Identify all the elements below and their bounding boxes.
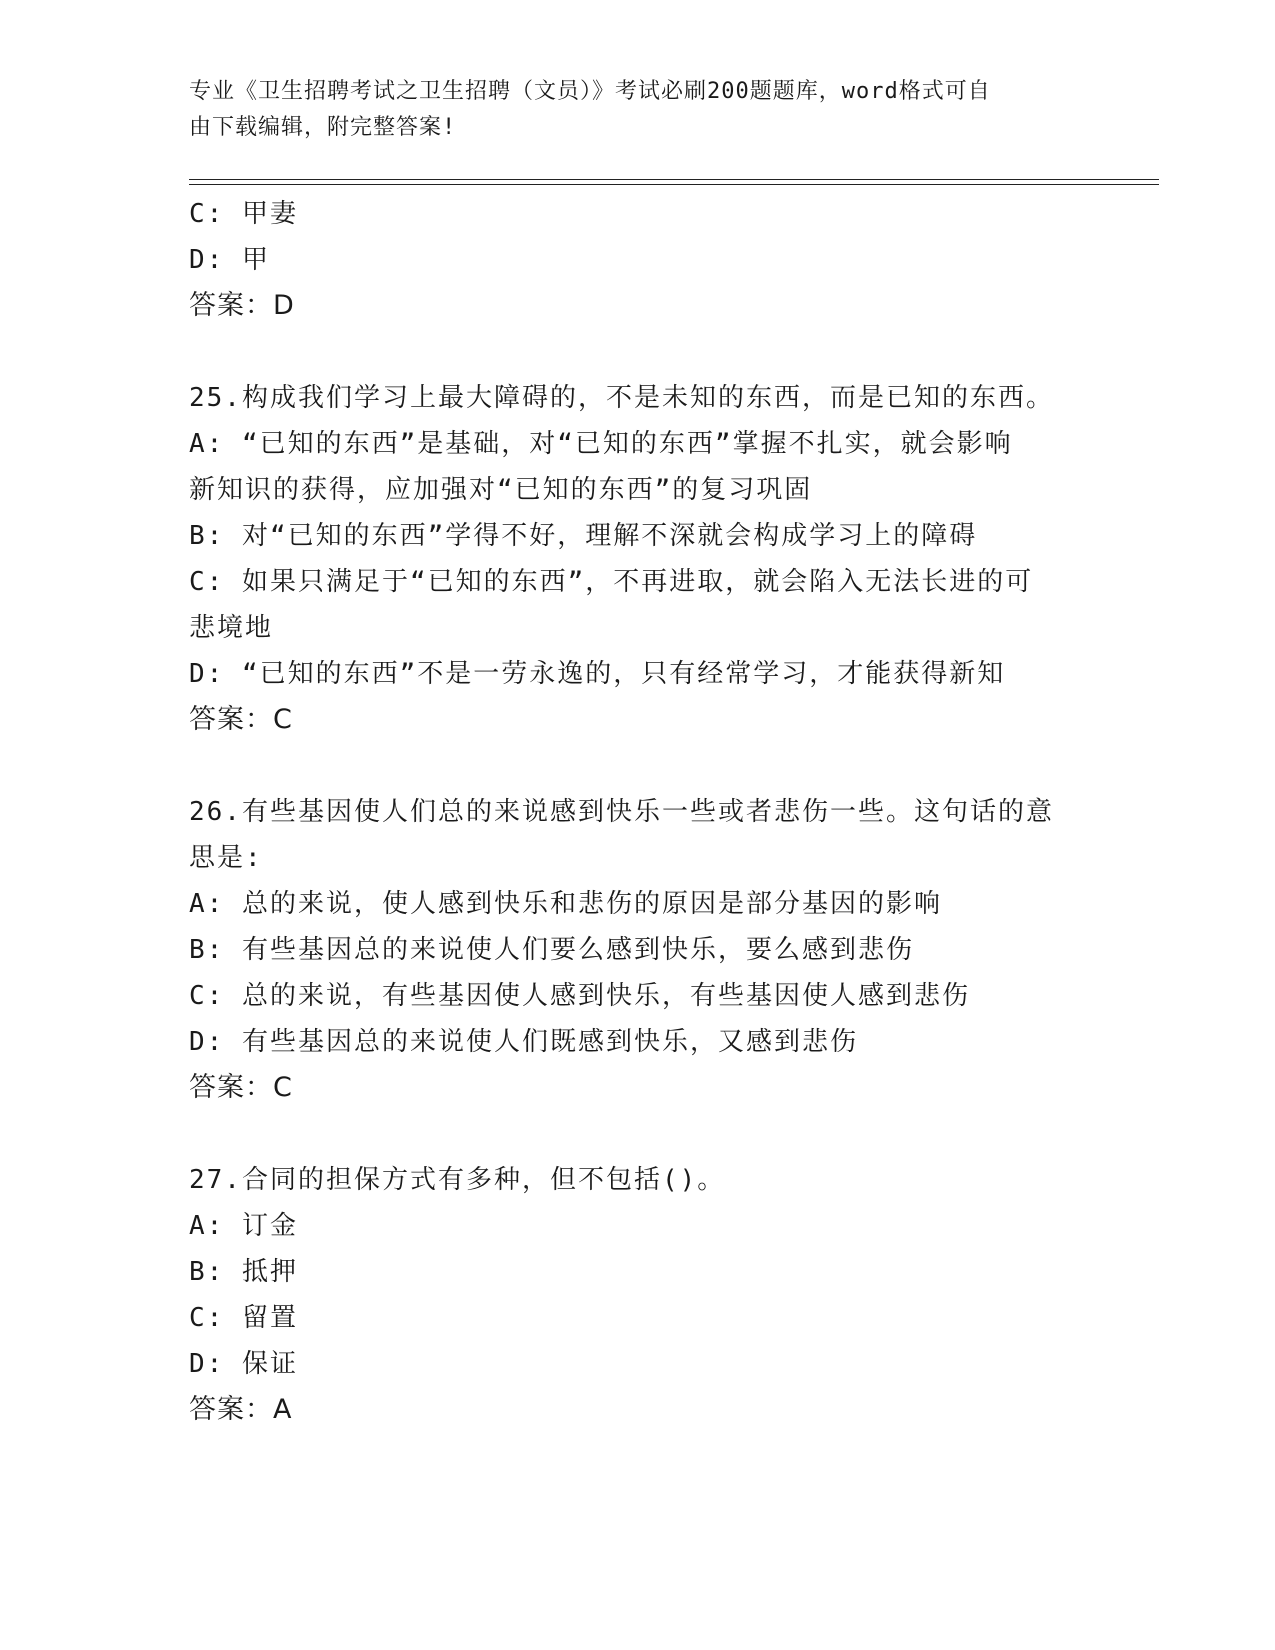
option-d: D: 保证 xyxy=(189,1349,298,1379)
question-stem: 27.合同的担保方式有多种，但不包括()。 xyxy=(189,1165,726,1195)
option-a: A: 订金 xyxy=(189,1211,298,1241)
question-26 xyxy=(189,789,1089,1111)
option-c: C: 如果只满足于“已知的东西”，不再进取，就会陷入无法长进的可 xyxy=(189,567,1034,597)
option-a: A: “已知的东西”是基础，对“已知的东西”掌握不扎实，就会影响 xyxy=(189,429,1013,459)
option-c: C: 总的来说，有些基因使人感到快乐，有些基因使人感到悲伤 xyxy=(189,981,970,1011)
option-c: C: 留置 xyxy=(189,1303,298,1333)
question-25 xyxy=(189,375,1089,743)
question-24-tail xyxy=(189,191,1089,329)
header-line-1: 专业《卫生招聘考试之卫生招聘（文员）》考试必刷200题题库，word格式可自 xyxy=(189,79,991,104)
spacer xyxy=(189,329,1089,375)
option-d: D: 甲 xyxy=(189,245,270,275)
option-d: D: 有些基因总的来说使人们既感到快乐，又感到悲伤 xyxy=(189,1027,858,1057)
question-27 xyxy=(189,1157,1089,1433)
spacer xyxy=(189,743,1089,789)
question-stem-continued: 思是: xyxy=(189,843,263,873)
option-c-continued: 悲境地 xyxy=(189,613,274,643)
option-b: B: 有些基因总的来说使人们要么感到快乐，要么感到悲伤 xyxy=(189,935,914,965)
option-b: B: 对“已知的东西”学得不好，理解不深就会构成学习上的障碍 xyxy=(189,521,978,551)
document-header xyxy=(189,74,1089,146)
answer: 答案：C xyxy=(189,704,293,735)
answer: 答案：C xyxy=(189,1072,293,1103)
option-b: B: 抵押 xyxy=(189,1257,298,1287)
header-divider-top xyxy=(189,179,1159,180)
option-a-continued: 新知识的获得，应加强对“已知的东西”的复习巩固 xyxy=(189,475,813,505)
answer: 答案：A xyxy=(189,1394,293,1425)
option-c: C: 甲妻 xyxy=(189,199,298,229)
question-stem: 26.有些基因使人们总的来说感到快乐一些或者悲伤一些。这句话的意 xyxy=(189,797,1054,827)
header-divider-bottom xyxy=(189,184,1159,185)
header-line-2: 由下载编辑，附完整答案! xyxy=(189,115,457,140)
option-d: D: “已知的东西”不是一劳永逸的，只有经常学习，才能获得新知 xyxy=(189,659,1006,689)
question-stem: 25.构成我们学习上最大障碍的，不是未知的东西，而是已知的东西。 xyxy=(189,383,1054,413)
option-a: A: 总的来说，使人感到快乐和悲伤的原因是部分基因的影响 xyxy=(189,889,942,919)
spacer xyxy=(189,1111,1089,1157)
question-list xyxy=(189,191,1089,1433)
answer: 答案：D xyxy=(189,290,295,321)
